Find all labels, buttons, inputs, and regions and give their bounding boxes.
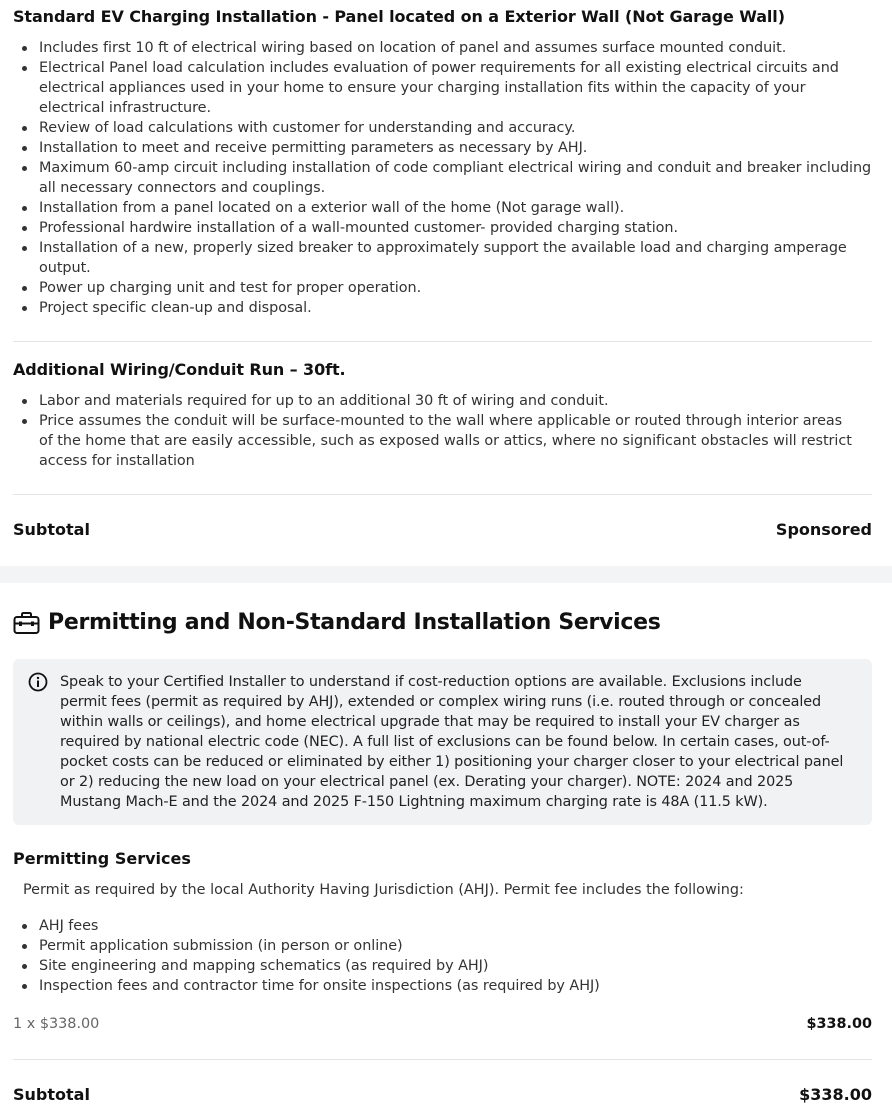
toolbox-icon [13, 611, 40, 635]
section-separator [0, 566, 892, 583]
standard-install-list [13, 38, 873, 318]
subtotal-label: Subtotal [13, 520, 90, 539]
line-item-amount: $338.00 [806, 1016, 872, 1032]
permitting-description: Permit as required by the local Authority Having Jurisdiction (AHJ). Permit fee includes the following: [23, 882, 744, 898]
permitting-card [0, 583, 892, 1115]
standard-install-title: Standard EV Charging Installation - Panel located on a Exterior Wall (Not Garage Wall) [13, 7, 785, 26]
list-item: AHJ fees [39, 916, 853, 936]
section-header [13, 610, 661, 635]
list-item: Review of load calculations with customer for understanding and accuracy. [39, 118, 873, 138]
list-item: Site engineering and mapping schematics (as required by AHJ) [39, 956, 853, 976]
list-item: Installation of a new, properly sized breaker to approximately support the available load and charging amperage output. [39, 238, 873, 278]
subtotal-value: Sponsored [775, 520, 872, 539]
divider [13, 494, 872, 495]
line-item-quantity: 1 x $338.00 [13, 1016, 100, 1032]
list-item: Installation from a panel located on a exterior wall of the home (Not garage wall). [39, 198, 873, 218]
list-item: Installation to meet and receive permitting parameters as necessary by AHJ. [39, 138, 873, 158]
additional-wiring-list [13, 391, 853, 471]
list-item: Maximum 60-amp circuit including installation of code compliant electrical wiring and conduit and breaker including all necessary connectors and couplings. [39, 160, 872, 196]
list-item: Labor and materials required for up to an additional 30 ft of wiring and conduit. [39, 391, 853, 411]
subtotal-value: $338.00 [799, 1085, 872, 1104]
subtotal-row [13, 520, 872, 539]
list-item: Power up charging unit and test for proper operation. [39, 278, 873, 298]
divider [13, 1059, 872, 1060]
additional-wiring-title: Additional Wiring/Conduit Run – 30ft. [13, 360, 346, 379]
list-item: Inspection fees and contractor time for onsite inspections (as required by AHJ) [39, 976, 853, 996]
permitting-services-title: Permitting Services [13, 849, 191, 868]
permitting-list [13, 916, 853, 996]
subtotal-row [13, 1085, 872, 1104]
list-item: Includes first 10 ft of electrical wiring based on location of panel and assumes surface mounted conduit. [39, 38, 873, 58]
info-text: Speak to your Certified Installer to understand if cost-reduction options are available. Exclusions include permit fees (permit as required by AHJ), extended or complex wiring runs (i.e. routed through or concealed within walls or ceilings), and home electrical upgrade that may be required to install your EV charger as required by national electric code (NEC). A full list of exclusions can be found below. In certain cases, out-of-pocket costs can be reduced or eliminated by either 1) positioning your charger closer to your electrical panel or 2) reducing the new load on your electrical panel (ex. Derating your charger). NOTE: 2024 and 2025 Mustang Mach-E and the 2024 and 2025 F-150 Lightning maximum charging rate is 48A (11.5 kW). [60, 674, 844, 810]
list-item: Electrical Panel load calculation includes evaluation of power requirements for all existing electrical circuits and electrical appliances used in your home to ensure your charging installation fits within the capacity of your electrical infrastructure. [39, 58, 873, 118]
section-title: Permitting and Non-Standard Installation Services [48, 610, 661, 635]
subtotal-label: Subtotal [13, 1085, 90, 1104]
line-item-row [13, 1016, 872, 1032]
list-item: Professional hardwire installation of a wall-mounted customer- provided charging station. [39, 218, 873, 238]
divider [13, 341, 872, 342]
info-icon [28, 672, 48, 812]
list-item: Permit application submission (in person or online) [39, 936, 853, 956]
info-callout [13, 659, 872, 825]
list-item: Price assumes the conduit will be surface-mounted to the wall where applicable or routed through interior areas of the home that are easily accessible, such as exposed walls or attics, where no significant obstacles will restrict access for installation [39, 413, 852, 469]
list-item: Project specific clean-up and disposal. [39, 298, 873, 318]
